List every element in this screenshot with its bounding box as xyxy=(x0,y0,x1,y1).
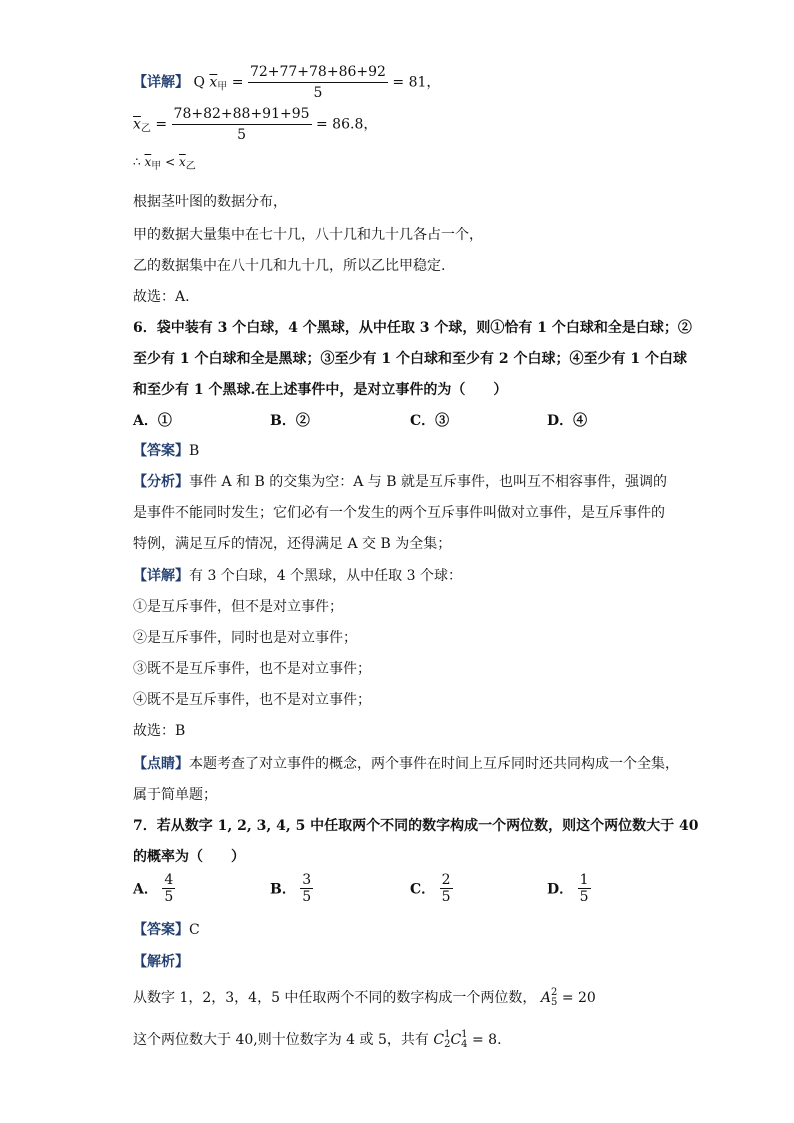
q6-comment-line-2: 属于简单题； xyxy=(133,787,217,803)
q6-comment-line-1 xyxy=(133,754,679,774)
detail-line-jia: 【详解】 Q $\overline{x}_甲$ = $\frac{72+77+78+86+92}{5}$ = 81， xyxy=(133,64,441,101)
combination-symbol-1: C xyxy=(433,1032,445,1048)
q7-solution-text-1: 从数字 1，2，3，4，5 中任取两个不同的数字构成一个两位数， xyxy=(133,990,537,1006)
q7-option-a-den: 5 xyxy=(164,889,174,905)
combination-1-sub: 2 xyxy=(444,1039,451,1050)
q6-option-d: D．④ xyxy=(547,413,588,429)
q6-line-1: 6．袋中装有 3 个白球，4 个黑球，从中任取 3 个球，则①恰有 1 个白球和全是白球；② xyxy=(133,320,692,336)
fraction-yi-numerator: 78+82+88+91+95 xyxy=(173,106,310,122)
fraction-jia-denominator: 5 xyxy=(248,82,388,103)
analysis-line-2: 甲的数据大量集中在七十几，八十几和九十几各占一个， xyxy=(133,227,483,243)
q6-option-a: A．① xyxy=(133,413,172,429)
q7-solution-line-2 xyxy=(133,1030,502,1050)
result-jia: = 81， xyxy=(392,74,441,91)
result-yi: = 86.8， xyxy=(316,116,378,133)
q7-solution-text-2: 这个两位数大于 40,则十位数字为 4 或 5，共有 xyxy=(133,1032,434,1048)
q7-line-2: 的概率为（ ） xyxy=(133,849,245,865)
q7-solution-line-1 xyxy=(133,988,596,1008)
q7-answer-line xyxy=(133,920,200,940)
q6-comment-text-1: 本题考查了对立事件的概念，两个事件在时间上互斥同时还共同构成一个全集， xyxy=(189,756,679,772)
q6-line-3: 和至少有 1 个黑球.在上述事件中，是对立事件的为（ ） xyxy=(133,382,508,398)
arrangement-sub: 5 xyxy=(551,997,558,1008)
q7-option-d-fraction xyxy=(578,872,591,905)
q6-analysis-line-1 xyxy=(133,472,667,492)
therefore-symbol: ∴ xyxy=(133,155,141,169)
q7-solution-tag: 【解析】 xyxy=(133,954,189,970)
q7-option-d-num: 1 xyxy=(579,872,589,888)
x-yi-compare: $\overline{x}$ xyxy=(178,155,186,169)
detail-line-yi: $\overline{x}_乙$ = $\frac{78+82+88+91+95}{5}$ = 86.8， xyxy=(133,106,378,143)
less-than: < xyxy=(165,155,176,169)
q6-detail-line-1 xyxy=(133,566,462,586)
fraction-yi-denominator: 5 xyxy=(172,124,312,145)
q6-analysis-line-3: 特例，满足互斥的情况，还得满足 A 交 B 为全集； xyxy=(133,536,452,552)
arrangement-symbol: A xyxy=(540,990,552,1006)
jia-compare-subscript: 甲 xyxy=(151,161,162,172)
x-yi-symbol: $\overline{x}$ xyxy=(133,116,141,133)
therefore-line xyxy=(133,152,196,177)
q6-option-c: C．③ xyxy=(410,413,450,429)
combination-1-sup: 1 xyxy=(444,1029,451,1040)
jia-subscript: 甲 xyxy=(217,81,228,93)
q7-option-c xyxy=(410,872,453,905)
q7-answer: C xyxy=(189,922,200,938)
q6-answer: B xyxy=(189,443,200,459)
q7-line-1: 7．若从数字 1, 2, 3, 4, 5 中任取两个不同的数字构成一个两位数，则这个两位数大于 40 xyxy=(133,818,699,834)
q7-answer-tag: 【答案】 xyxy=(133,922,189,938)
q7-option-d-label: D． xyxy=(547,881,574,898)
since-symbol: Q xyxy=(193,74,205,91)
q7-option-c-fraction xyxy=(440,872,453,905)
x-jia-compare: $\overline{x}$ xyxy=(144,155,152,169)
q6-detail-line-5: ④既不是互斥事件，也不是对立事件； xyxy=(133,692,371,708)
q6-option-b: B．② xyxy=(270,413,310,429)
q6-detail-line-6: 故选：B xyxy=(133,723,186,739)
q6-answer-line xyxy=(133,441,199,461)
arrangement-sup: 2 xyxy=(551,987,558,998)
q7-option-d xyxy=(547,872,591,905)
q7-option-a-label: A． xyxy=(133,881,158,898)
fraction-jia-numerator: 72+77+78+86+92 xyxy=(249,64,386,80)
q7-option-b xyxy=(270,872,313,905)
combination-symbol-2: C xyxy=(450,1032,462,1048)
q7-solution-tag-line xyxy=(133,952,189,972)
q6-detail-line-4: ③既不是互斥事件，也不是对立事件； xyxy=(133,661,371,677)
q6-detail-line-3: ②是互斥事件，同时也是对立事件； xyxy=(133,630,357,646)
yi-compare-subscript: 乙 xyxy=(185,161,196,172)
q7-option-b-num: 3 xyxy=(302,872,312,888)
detail-tag: 【详解】 xyxy=(133,74,189,91)
q6-detail-line-2: ①是互斥事件，但不是对立事件； xyxy=(133,599,343,615)
analysis-line-3: 乙的数据集中在八十几和九十几，所以乙比甲稳定. xyxy=(133,258,446,274)
q7-option-a-num: 4 xyxy=(164,872,174,888)
q6-analysis-tag: 【分析】 xyxy=(133,474,189,490)
q6-line-2: 至少有 1 个白球和全是黑球；③至少有 1 个白球和至少有 2 个白球；④至少有 1 个白球 xyxy=(133,351,687,367)
q7-option-c-num: 2 xyxy=(441,872,451,888)
q6-detail-text-1: 有 3 个白球，4 个黑球，从中任取 3 个球： xyxy=(189,568,462,584)
q6-answer-tag: 【答案】 xyxy=(133,443,189,459)
fraction-yi xyxy=(172,104,312,145)
q7-option-c-den: 5 xyxy=(441,889,451,905)
q6-comment-tag: 【点睛】 xyxy=(133,756,189,772)
q7-option-c-label: C． xyxy=(410,881,436,898)
q6-analysis-line-2: 是事件不能同时发生；它们必有一个发生的两个互斥事件叫做对立事件，是互斥事件的 xyxy=(133,505,665,521)
q6-analysis-text-1: 事件 A 和 B 的交集为空：A 与 B 就是互斥事件，也叫互不相容事件，强调的 xyxy=(189,474,667,490)
q7-option-a xyxy=(133,872,175,905)
combination-2-sub: 4 xyxy=(461,1039,468,1050)
choice-line-1: 故选：A. xyxy=(133,289,190,305)
fraction-jia xyxy=(248,62,388,103)
q7-option-b-den: 5 xyxy=(302,889,312,905)
x-jia-symbol: $\overline{x}$ xyxy=(209,74,218,91)
q6-detail-tag: 【详解】 xyxy=(133,568,189,584)
combination-2-sup: 1 xyxy=(461,1029,468,1040)
yi-subscript: 乙 xyxy=(140,123,151,135)
q7-option-a-fraction xyxy=(162,872,175,905)
q7-option-b-label: B． xyxy=(270,881,296,898)
arrangement-result: = 20 xyxy=(557,990,596,1006)
q7-option-b-fraction xyxy=(300,872,313,905)
analysis-line-1: 根据茎叶图的数据分布， xyxy=(133,194,287,210)
combination-result: = 8. xyxy=(467,1032,502,1048)
q7-option-d-den: 5 xyxy=(579,889,589,905)
